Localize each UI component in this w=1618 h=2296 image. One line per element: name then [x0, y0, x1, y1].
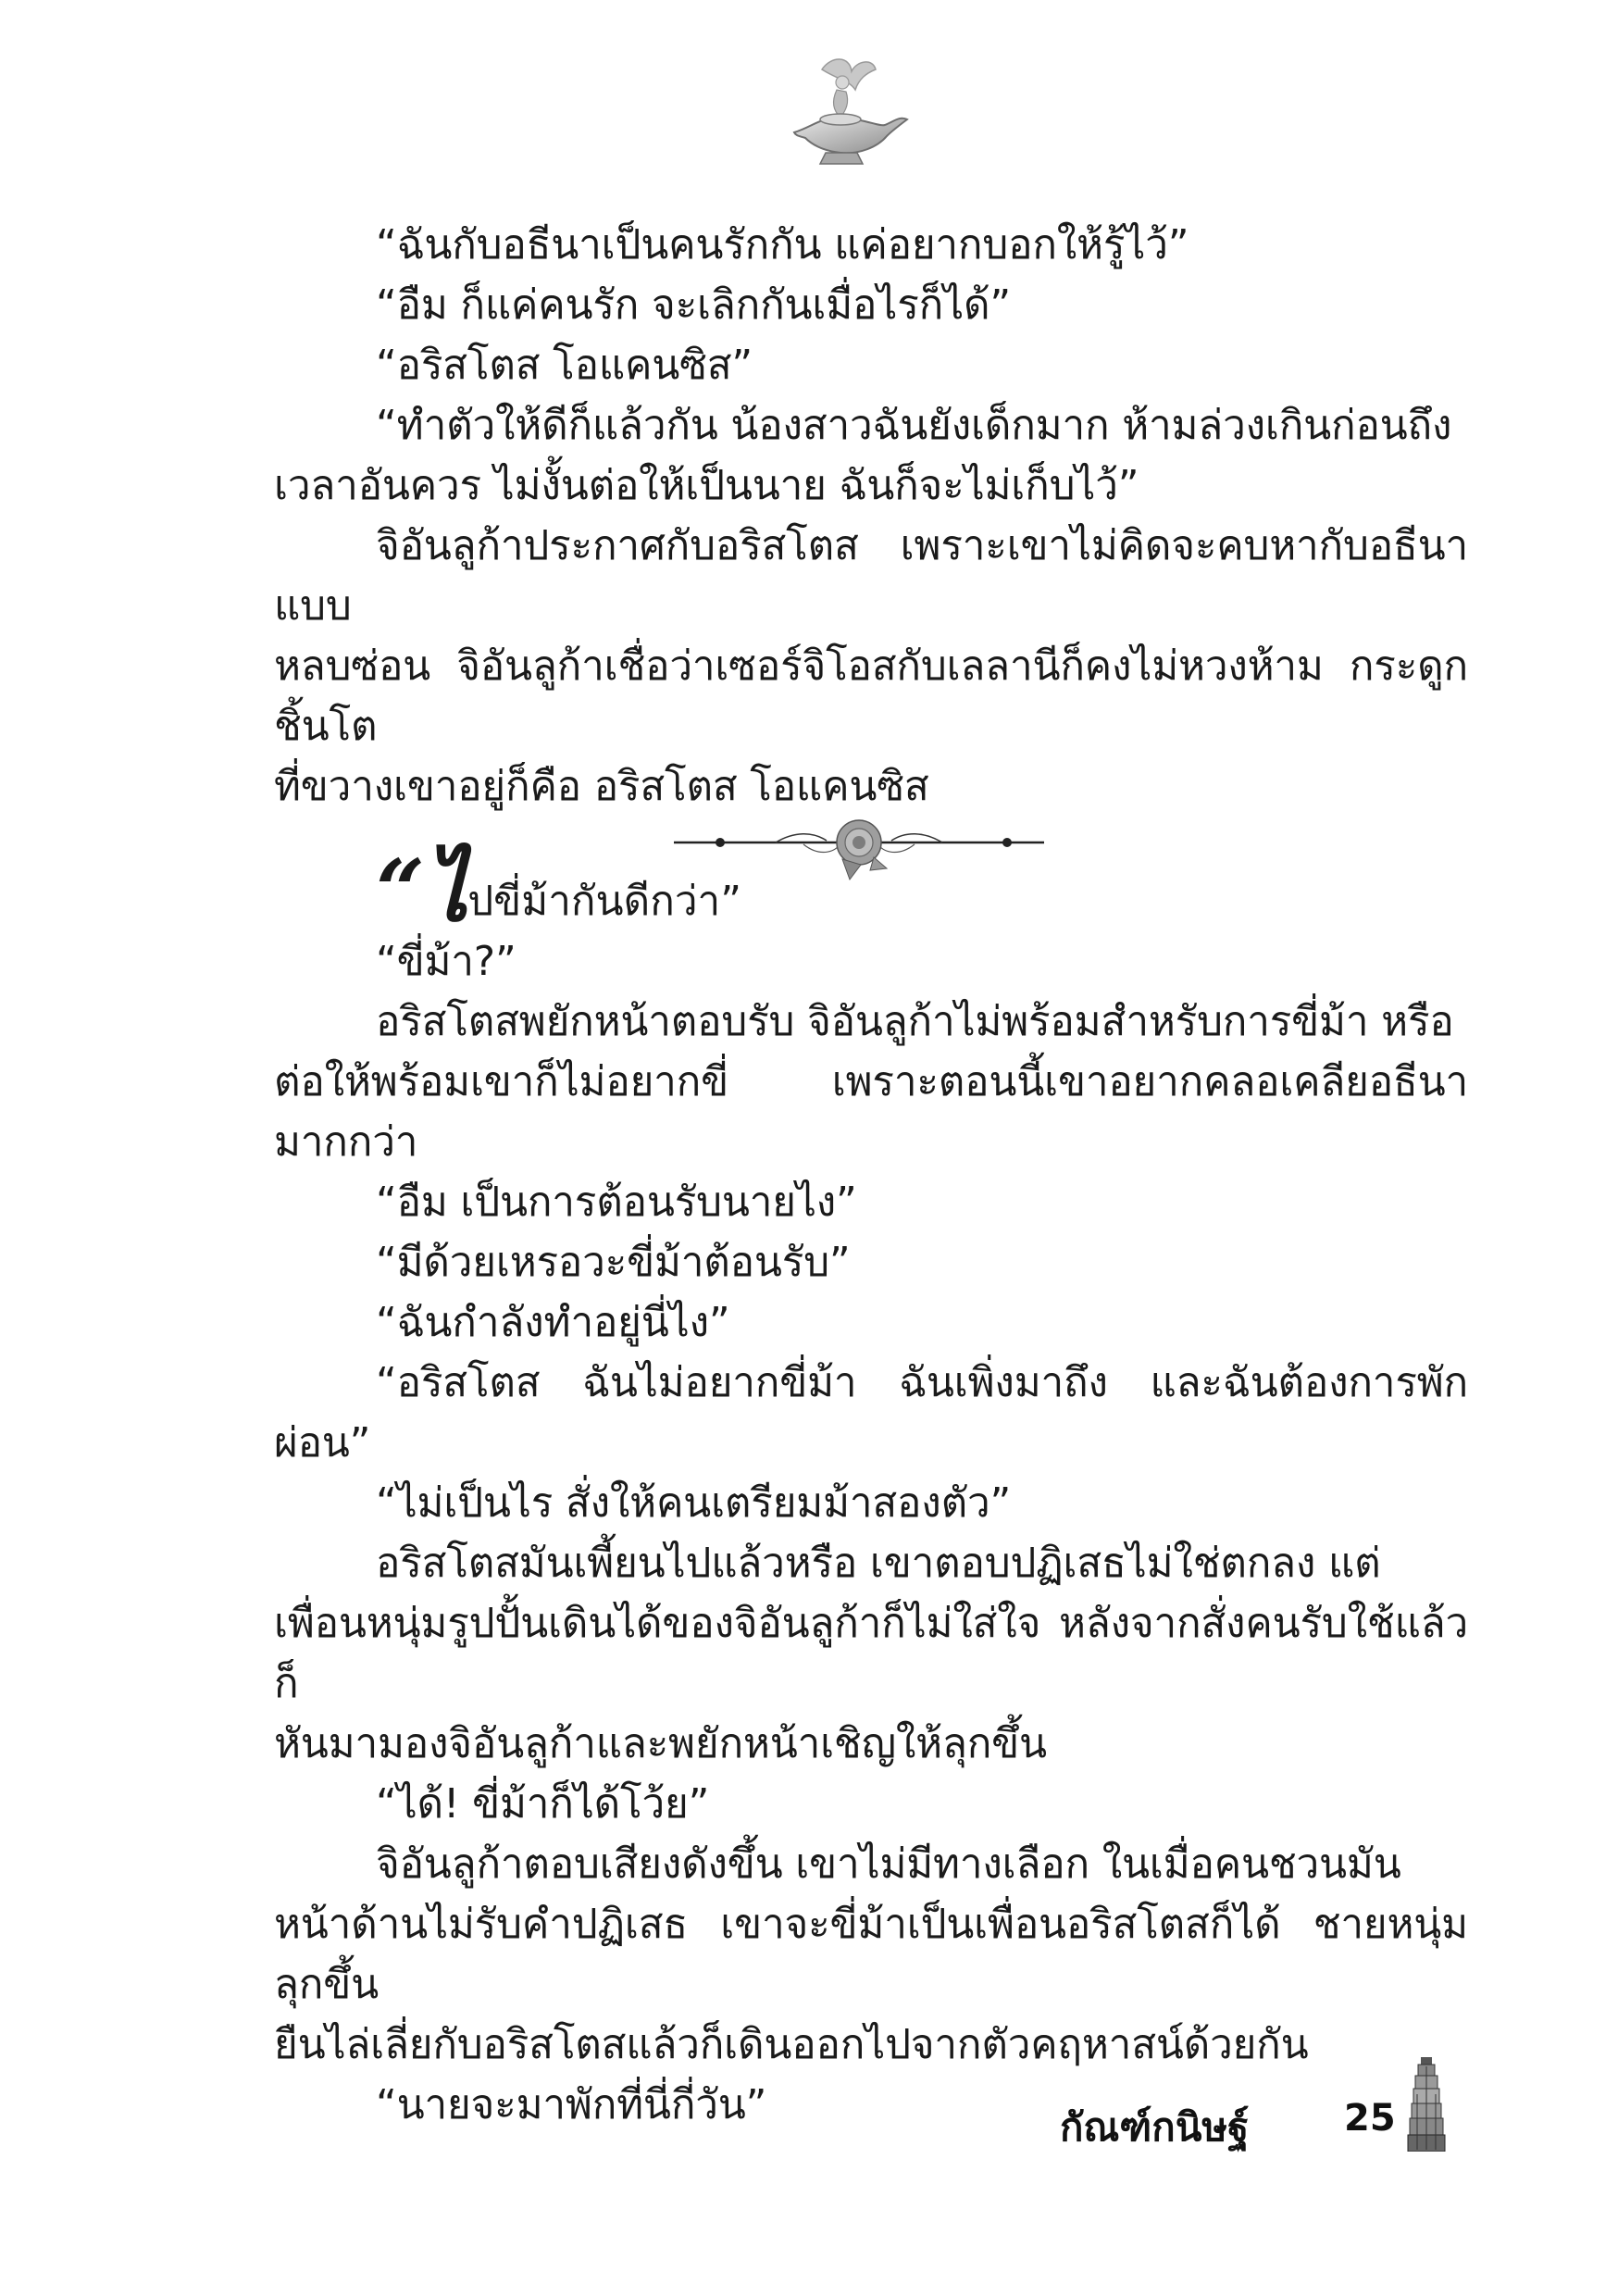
page-number: 25: [1344, 2097, 1396, 2140]
dropcap-letter: “ไ: [376, 841, 468, 941]
text-line: เวลาอันควร ไม่งั้นต่อให้เป็นนาย ฉันก็จะไม่เก็บไว้”: [274, 462, 1139, 509]
paragraph: [274, 516, 1468, 817]
text-line: หน้าด้านไม่รับคำปฏิเสธ เขาจะขี่ม้าเป็นเพื่อนอริสโตสก็ได้ ชายหนุ่มลุกขึ้น: [274, 1901, 1468, 2008]
text-line: “ทำตัวให้ดีก็แล้วกัน น้องสาวฉันยังเด็กมาก ห้ามล่วงเกินก่อนถึง: [376, 402, 1452, 449]
text-line: “ได้! ขี่ม้าก็ได้โว้ย”: [376, 1780, 710, 1828]
text-line: “ฉันกับอธีนาเป็นคนรักกัน แค่อยากบอกให้รู้ไว้”: [376, 221, 1189, 268]
paragraph: [274, 335, 1468, 395]
text-line: “อริสโตส ฉันไม่อยากขี่ม้า ฉันเพิ่งมาถึง และฉันต้องการพักผ่อน”: [274, 1359, 1468, 1466]
genie-lamp-icon: [785, 51, 915, 171]
paragraph: [274, 931, 1468, 992]
text-line: หันมามองจิอันลูก้าและพยักหน้าเชิญให้ลุกขึ้น: [274, 1720, 1047, 1767]
text-line: จิอันลูก้าตอบเสียงดังขึ้น เขาไม่มีทางเลือก ในเมื่อคนชวนมัน: [376, 1841, 1401, 1888]
text-line: “อืม เป็นการต้อนรับนายไง”: [376, 1179, 857, 1226]
bottom-paragraphs: [274, 931, 1468, 2135]
text-block-bottom: [274, 841, 1468, 2135]
text-line: ยืนไล่เลี่ยกับอริสโตสแล้วก็เดินออกไปจากตัวคฤหาสน์ด้วยกัน: [274, 2021, 1309, 2068]
paragraph: [274, 1232, 1468, 1292]
paragraph: [274, 1774, 1468, 1834]
paragraph: [274, 275, 1468, 335]
text-line: “นายจะมาพักที่นี่กี่วัน”: [376, 2081, 767, 2128]
paragraph: [274, 1292, 1468, 1353]
paragraph: [274, 215, 1468, 275]
tower-icon: [1405, 2057, 1448, 2152]
text-line: จิอันลูก้าประกาศกับอริสโตส เพราะเขาไม่คิดจะคบหากับอธีนาแบบ: [274, 522, 1468, 630]
text-line: เพื่อนหนุ่มรูปปั้นเดินได้ของจิอันลูก้าก็ไม่ใส่ใจ หลังจากสั่งคนรับใช้แล้วก็: [274, 1600, 1468, 1707]
text-line: อริสโตสมันเพี้ยนไปแล้วหรือ เขาตอบปฏิเสธไม่ใช่ตกลง แต่: [376, 1540, 1381, 1587]
text-line: “ฉันกำลังทำอยู่นี่ไง”: [376, 1299, 730, 1346]
text-line: อริสโตสพยักหน้าตอบรับ จิอันลูก้าไม่พร้อมสำหรับการขี่ม้า หรือ: [376, 998, 1454, 1045]
text-line: “อืม ก็แค่คนรัก จะเลิกกันเมื่อไรก็ได้”: [376, 281, 1011, 329]
paragraph: [274, 1172, 1468, 1232]
text-line: หลบซ่อน จิอันลูก้าเชื่อว่าเซอร์จิโอสกับเลลานีก็คงไม่หวงห้าม กระดูกชิ้นโต: [274, 643, 1468, 750]
book-title: กัณฑ์กนิษฐ์: [1060, 2104, 1250, 2150]
paragraph: [274, 1533, 1468, 1774]
dropcap-paragraph: [274, 841, 1468, 941]
text-block-top: [274, 215, 1468, 817]
paragraph: [274, 1353, 1468, 1473]
text-line: “ไม่เป็นไร สั่งให้คนเตรียมม้าสองตัว”: [376, 1479, 1012, 1527]
paragraph: [274, 1834, 1468, 2075]
text-line: ที่ขวางเขาอยู่ก็คือ อริสโตส โอแคนซิส: [274, 763, 929, 810]
paragraph: [274, 395, 1468, 516]
paragraph: [274, 1473, 1468, 1533]
text-line: ต่อให้พร้อมเขาก็ไม่อยากขี่ เพราะตอนนี้เขาอยากคลอเคลียอธีนามากกว่า: [274, 1058, 1468, 1166]
text-line: “ขี่ม้า?”: [376, 938, 517, 985]
text-line: “มีด้วยเหรอวะขี่ม้าต้อนรับ”: [376, 1239, 851, 1286]
paragraph: [274, 2075, 1468, 2135]
paragraph: [274, 992, 1468, 1172]
text-line: “อริสโตส โอแคนซิส”: [376, 342, 753, 389]
dropcap-rest: ปขี่ม้ากันดีกว่า”: [467, 878, 742, 925]
